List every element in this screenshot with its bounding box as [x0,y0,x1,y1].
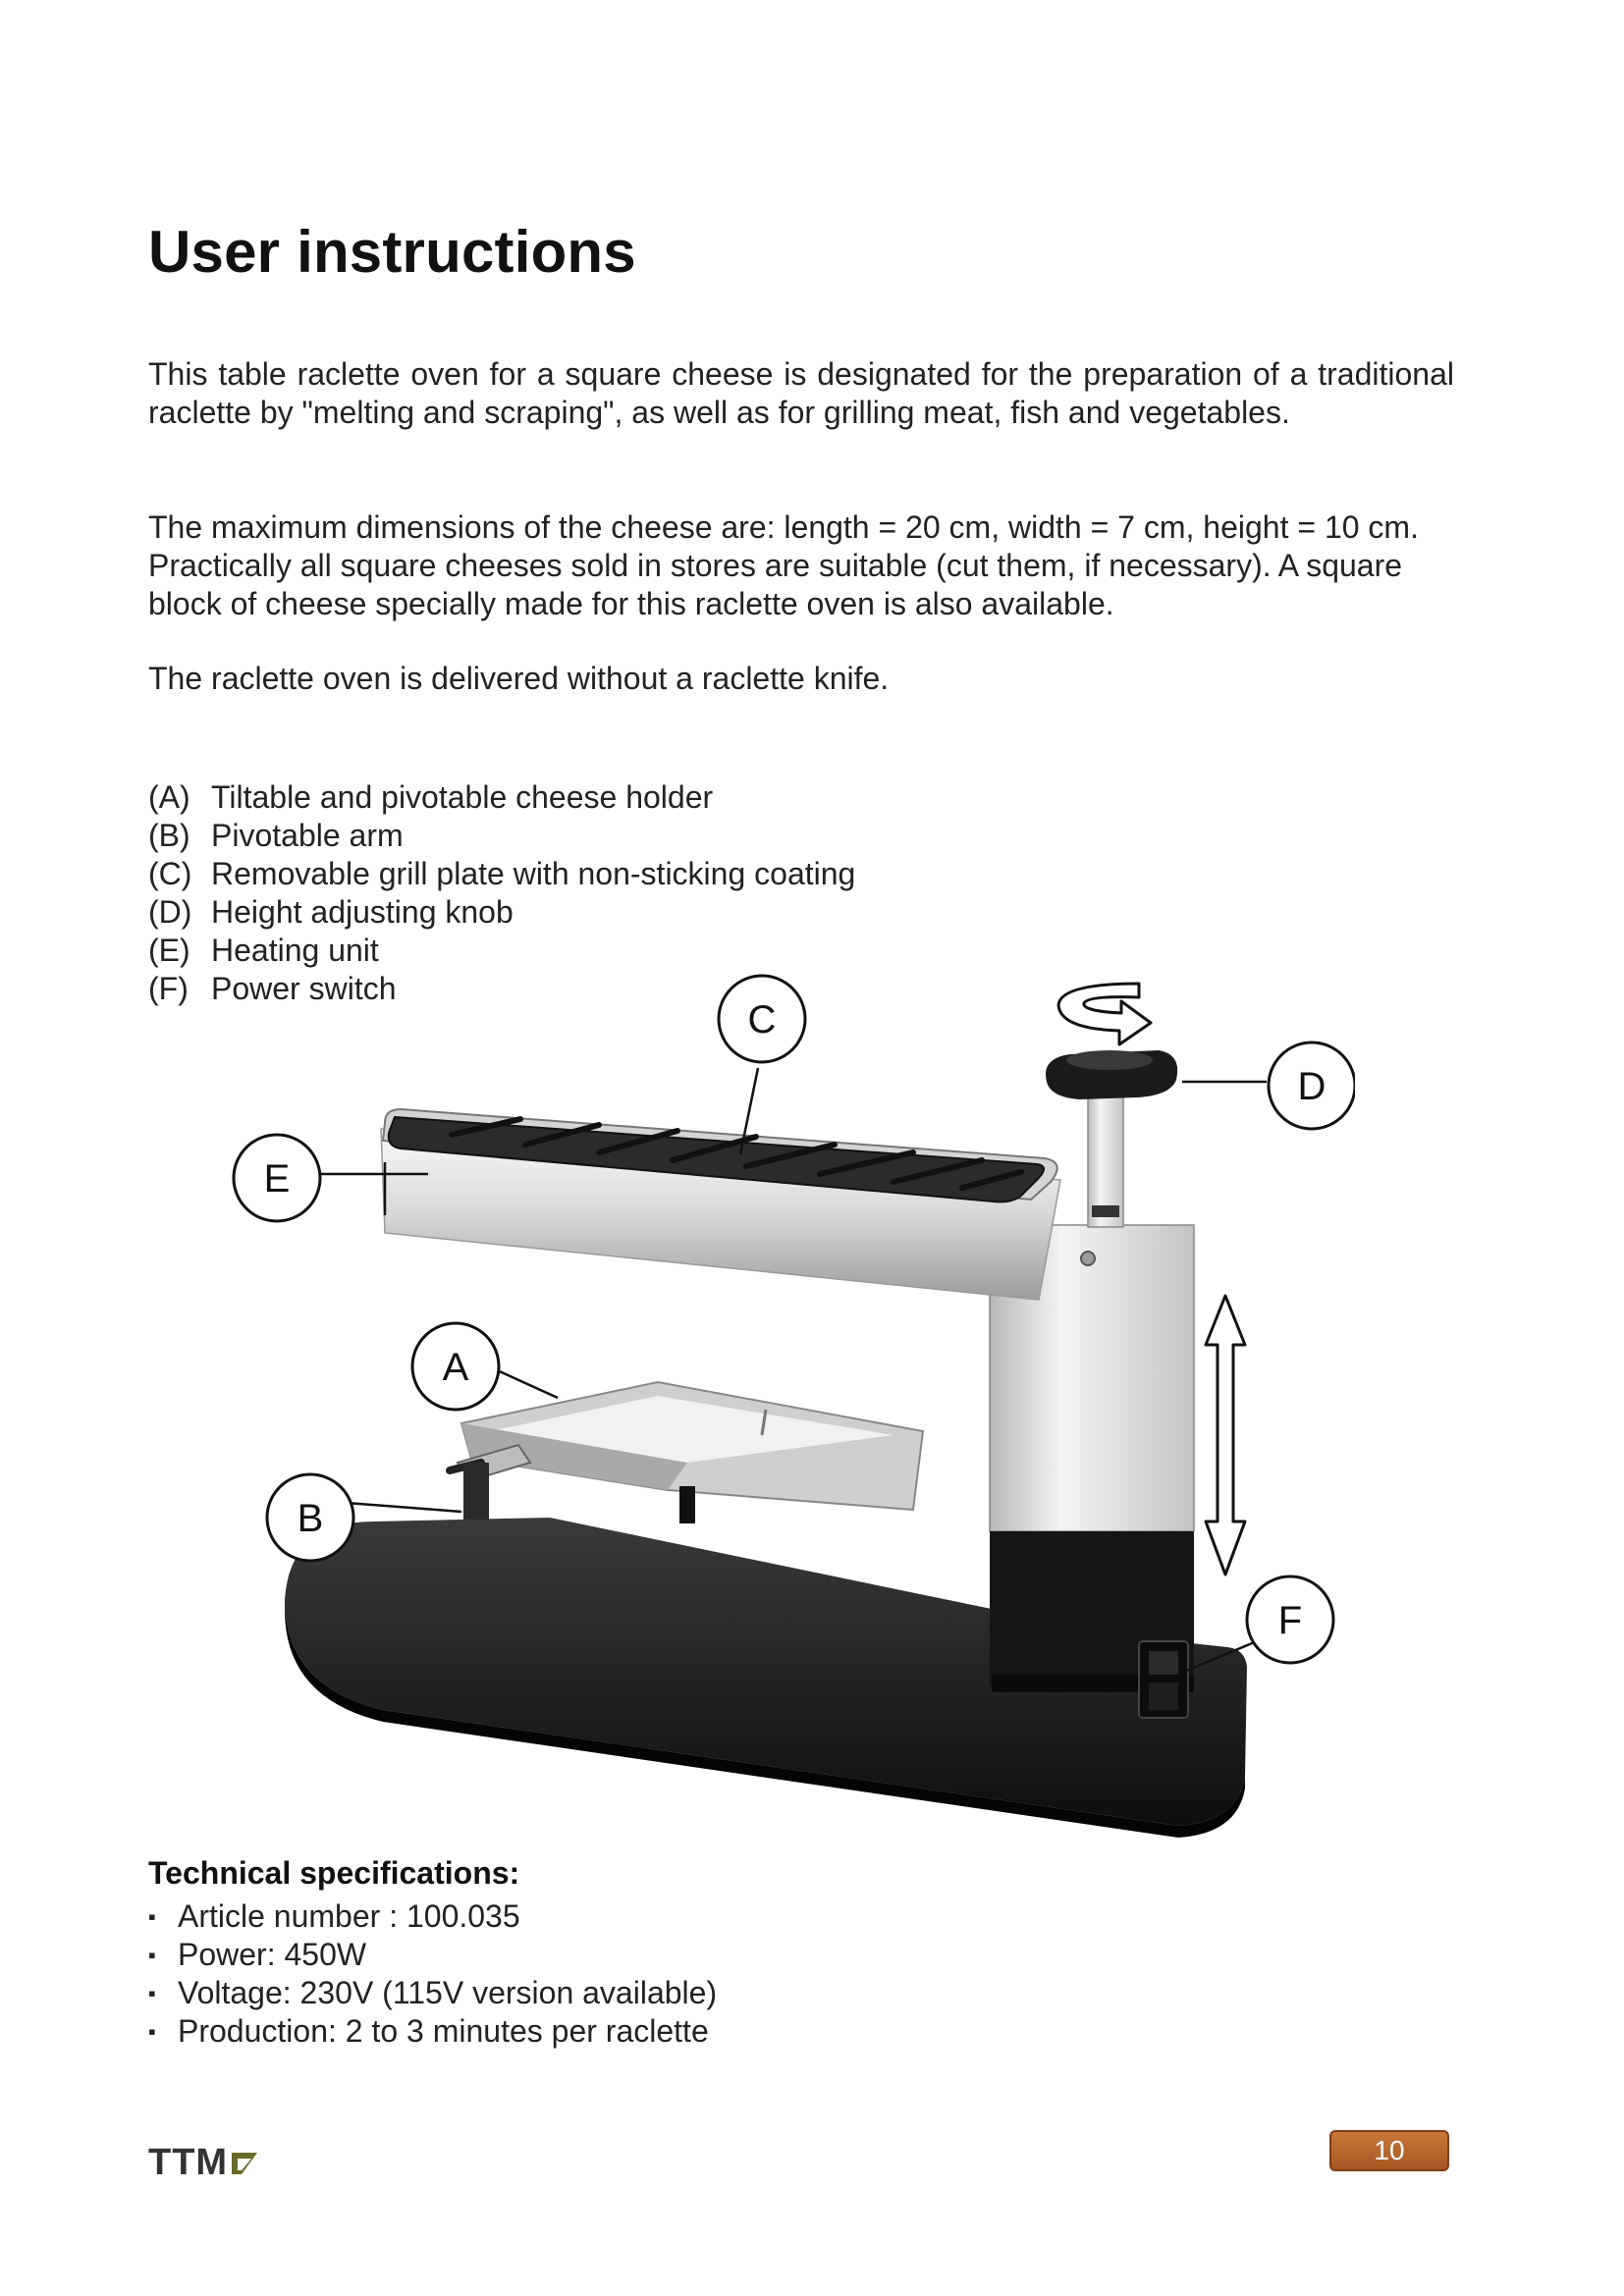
spec-item [148,1974,717,2012]
spec-text: Voltage: 230V (115V version available) [178,1975,718,2010]
cheese-dimensions-paragraph: The maximum dimensions of the cheese are: length = 20 cm, width = 7 cm, height = 10 cm. Practically all square cheeses sold in stores are suitable (cut them, if necessary). A square block of cheese specially made for this raclette oven is also available. [148,509,1419,621]
intro-paragraph: This table raclette oven for a square cheese is designated for the preparation of a traditional raclette by "melting and scraping", as well as for grilling meat, fish and vegetables. [148,356,1454,430]
part-key: (A) [148,779,190,815]
callout-f [1247,1576,1333,1663]
part-label: Height adjusting knob [211,894,514,930]
callout-a-label: A [442,1346,469,1389]
power-switch [1139,1641,1188,1718]
callout-c [719,976,805,1062]
specs-heading: Technical specifications: [148,1855,520,1891]
part-label: Heating unit [211,933,379,968]
specs-list [148,1897,717,2051]
callout-c-label: C [747,998,777,1041]
part-label: Pivotable arm [211,818,404,853]
raclette-oven-diagram [137,972,1355,1855]
ttm-logo [148,2142,261,2184]
part-item-e [148,932,855,970]
part-label: Tiltable and pivotable cheese holder [211,779,714,815]
part-key: (C) [148,856,192,891]
spec-text: Production: 2 to 3 minutes per raclette [178,2013,709,2049]
delivery-note-paragraph: The raclette oven is delivered without a raclette knife. [148,661,890,696]
callout-d-label: D [1297,1065,1326,1108]
bullet-icon: ▪ [148,1943,156,1967]
callout-e-label: E [263,1157,291,1201]
bullet-icon: ▪ [148,2019,156,2044]
callout-a [412,1323,499,1410]
logo-text: TTM [148,2142,229,2183]
callout-b [267,1474,353,1561]
part-item-a [148,778,855,817]
logo-mark-icon [228,2149,261,2178]
part-label: Power switch [211,971,397,1006]
part-label: Removable grill plate with non-sticking coating [211,856,856,891]
part-item-d [148,893,855,932]
part-key: (E) [148,933,190,968]
height-knob [1046,1050,1177,1227]
part-key: (B) [148,818,190,853]
rotate-arrow-icon [1058,984,1151,1044]
height-adjust-arrow-icon [1206,1296,1245,1575]
page-title: User instructions [148,219,636,285]
callout-b-label: B [297,1497,324,1540]
bullet-icon: ▪ [148,1904,156,1929]
part-item-c [148,855,855,893]
bullet-icon: ▪ [148,1981,156,2005]
callout-d [1269,1042,1355,1129]
part-item-b [148,817,855,855]
callout-f-label: F [1277,1599,1303,1642]
spec-text: Article number : 100.035 [178,1898,520,1934]
spec-text: Power: 450W [178,1937,367,1972]
callout-e [234,1135,320,1221]
part-key: (D) [148,894,192,930]
spec-item [148,1936,717,1974]
part-key: (F) [148,971,189,1006]
spec-item [148,2012,717,2051]
page-number: 10 [1329,2130,1449,2171]
spec-item [148,1897,717,1936]
